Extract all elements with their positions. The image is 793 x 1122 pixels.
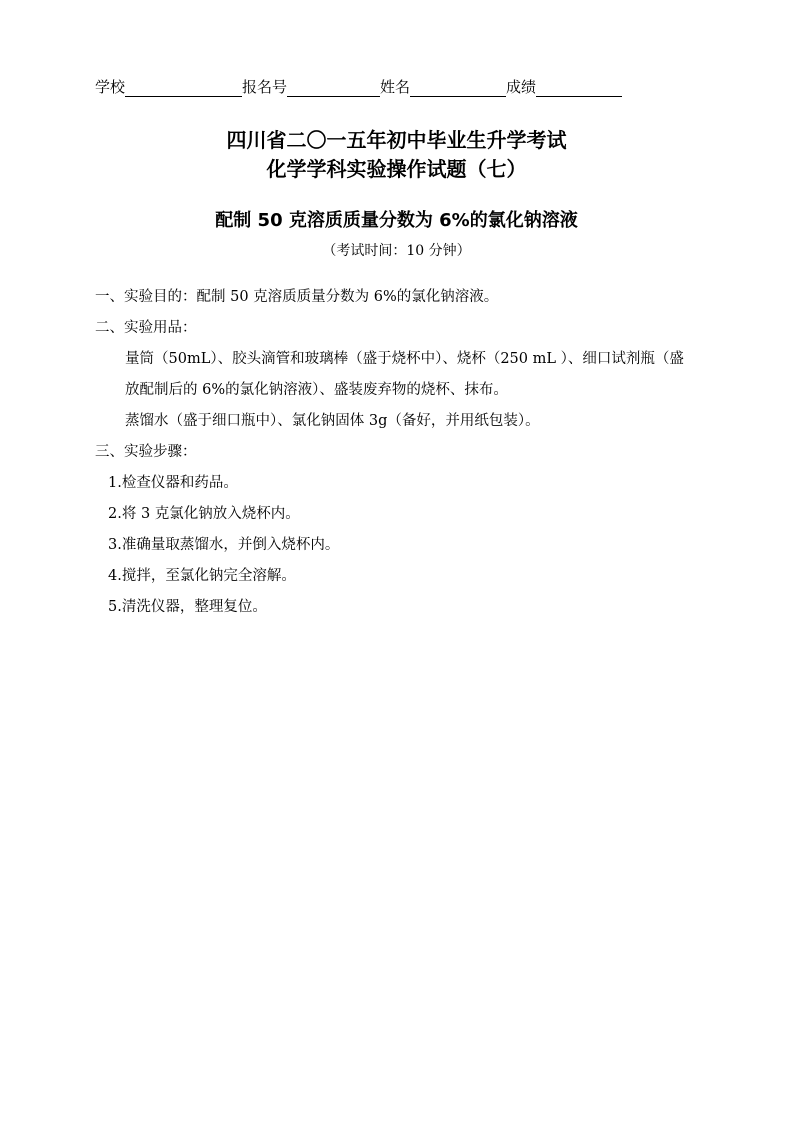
exam-content	[95, 282, 703, 623]
school-field	[95, 76, 242, 97]
experiment-title: 配制 50 克溶质质量分数为 6%的氯化钠溶液	[215, 210, 578, 231]
materials-line-2: 放配制后的 6%的氯化钠溶液）、盛装废弃物的烧杯、抹布。	[125, 382, 508, 398]
student-info-header	[95, 76, 622, 97]
step-item: 4.搅拌，至氯化钠完全溶解。	[108, 568, 296, 584]
exam-time: （考试时间：10 分钟）	[322, 243, 471, 259]
purpose-section: 一、实验目的：配制 50 克溶质质量分数为 6%的氯化钠溶液。	[95, 289, 499, 305]
step-item: 5.清洗仪器，整理复位。	[108, 599, 267, 615]
name-blank[interactable]	[410, 80, 506, 97]
exam-no-field	[242, 76, 380, 97]
step-item: 1.检查仪器和药品。	[108, 475, 238, 491]
step-item: 3.准确量取蒸馏水，并倒入烧杯内。	[108, 537, 340, 553]
exam-title: 四川省二〇一五年初中毕业生升学考试	[226, 128, 567, 152]
name-label: 姓名	[380, 78, 411, 96]
steps-heading: 三、实验步骤：	[95, 444, 197, 460]
exam-no-label: 报名号	[242, 78, 288, 96]
step-item: 2.将 3 克氯化钠放入烧杯内。	[108, 506, 300, 522]
materials-heading: 二、实验用品：	[95, 320, 197, 336]
score-label: 成绩	[506, 78, 537, 96]
exam-subtitle: 化学学科实验操作试题（七）	[266, 157, 527, 181]
score-field	[506, 76, 622, 97]
materials-line-1: 量筒（50mL）、胶头滴管和玻璃棒（盛于烧杯中）、烧杯（250 mL ）、细口试剂瓶（盛	[125, 351, 684, 367]
score-blank[interactable]	[536, 80, 622, 97]
school-blank[interactable]	[125, 80, 242, 97]
school-label: 学校	[95, 78, 126, 96]
materials-line-3: 蒸馏水（盛于细口瓶中）、氯化钠固体 3g（备好，并用纸包装）。	[125, 413, 540, 429]
name-field	[380, 76, 506, 97]
exam-no-blank[interactable]	[287, 80, 380, 97]
